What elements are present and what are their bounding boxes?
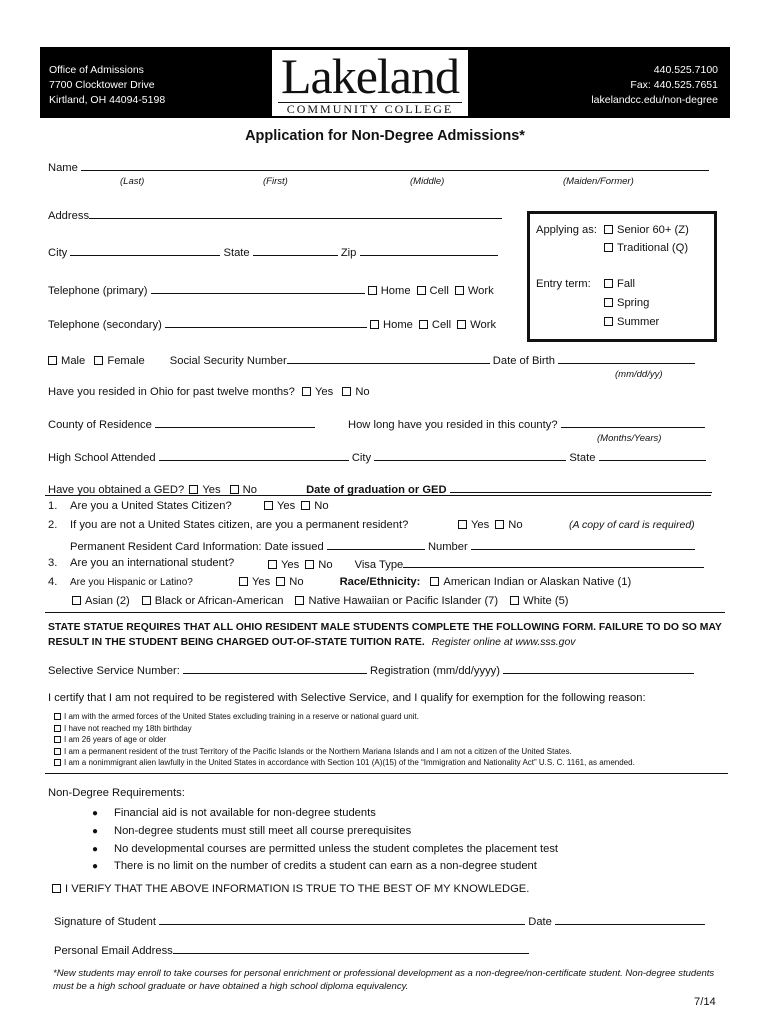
county-duration-field[interactable] [561,417,705,428]
checkbox[interactable] [604,279,613,288]
visa-type-label: Visa Type [354,559,404,571]
card-number-label: Number [427,541,468,553]
phone-secondary-home-option[interactable]: Home [370,319,413,331]
resident-card-note: (A copy of card is required) [569,519,695,531]
phone-secondary-field[interactable] [165,317,367,328]
resident-no-option[interactable]: No [495,519,522,531]
list-item: ● Non-degree students must still meet all course prerequisites [92,823,558,841]
footnote: *New students may enroll to take courses for personal enrichment or professional development as a non-degree/non-certificate student. Non-degree students must be a high school graduate or have obtained a high school diploma equivalency. [53,968,715,992]
exemption-option-trust-territory[interactable]: I am a permanent resident of the trust Territory of the Pacific Islands or the Northern Mariana Islands and I am not a citizen of the United States. [54,746,635,758]
address-row [48,208,502,222]
signature-row [54,914,705,928]
race-white-option[interactable]: White (5) [510,595,568,607]
office-address [49,63,165,108]
city-field[interactable] [70,245,220,256]
ged-question: Have you obtained a GED? [48,484,185,496]
divider [45,495,711,496]
checkbox[interactable] [604,317,613,326]
entry-fall-option[interactable]: Fall [604,278,635,290]
name-row [48,160,709,174]
name-first-hint: (First) [263,176,288,187]
resident-options [458,519,529,531]
checkbox[interactable] [142,596,151,605]
phone-secondary-row [48,317,502,331]
address-line: Office of Admissions [49,64,144,76]
phone-secondary-label: Telephone (secondary) [48,319,162,331]
logo-subtitle: COMMUNITY COLLEGE [278,102,462,116]
signature-date-label: Date [528,916,552,928]
logo-word: Lakeland [280,48,459,104]
resident-card-row [70,539,695,553]
checkbox[interactable] [239,577,248,586]
checkbox[interactable] [305,560,314,569]
fax-number: Fax: 440.525.7651 [630,79,718,91]
checkbox[interactable] [457,320,466,329]
email-field[interactable] [173,943,529,954]
registration-date-field[interactable] [503,663,694,674]
checkbox[interactable] [342,387,351,396]
name-middle-hint: (Middle) [410,176,445,187]
address-line: 7700 Clocktower Drive [49,79,155,91]
bullet-icon: ● [92,825,99,837]
phone-secondary-work-option[interactable]: Work [457,319,496,331]
email-label: Personal Email Address [54,945,173,957]
international-no-option[interactable]: No [305,559,332,571]
checkbox[interactable] [430,577,439,586]
checkbox[interactable] [510,596,519,605]
website-link[interactable]: lakelandcc.edu/non-degree [591,94,718,106]
checkbox[interactable] [264,501,273,510]
state-field[interactable] [253,245,338,256]
bullet-icon: ● [92,843,99,855]
high-school-row [48,450,706,464]
applying-entry-box [527,211,717,342]
checkbox[interactable] [370,320,379,329]
bullet-icon: ● [92,861,99,873]
gender-male-option[interactable]: Male [48,355,85,367]
graduation-date-label: Date of graduation or GED [306,484,447,496]
list-item: ● There is no limit on the number of credits a student can earn as a non-degree student [92,858,558,876]
page-number: 7/14 [694,996,716,1008]
checkbox[interactable] [54,748,61,755]
exemption-option-under-18[interactable]: I have not reached my 18th birthday [54,723,635,735]
exemption-option-26-or-older[interactable]: I am 26 years of age or older [54,734,635,746]
lakeland-logo [272,50,468,116]
verify-statement: I VERIFY THAT THE ABOVE INFORMATION IS TRUE TO THE BEST OF MY KNOWLEDGE. [65,883,530,895]
exemption-option-nonimmigrant[interactable]: I am a nonimmigrant alien lawfully in the United States in accordance with Section 101 (A)(15) of the “Immigration and Nationality Act” U.S. C. 1161, as amended. [54,757,635,769]
phone-primary-cell-option[interactable]: Cell [417,285,449,297]
checkbox[interactable] [54,713,61,720]
checkbox[interactable] [604,225,613,234]
card-date-label: Permanent Resident Card Information: Date issued [70,541,324,553]
registration-date-label: Registration (mm/dd/yyyy) [370,665,500,677]
race-options-row [72,595,575,607]
race-black-option[interactable]: Black or African-American [142,595,284,607]
hispanic-yes-option[interactable]: Yes [239,576,270,588]
ohio-residence-row [48,386,376,398]
verify-checkbox-row[interactable] [52,883,529,895]
county-duration-label: How long have you resided in this county? [348,419,558,431]
county-duration-row [348,417,705,431]
name-last-hint: (Last) [120,176,145,187]
county-field[interactable] [155,417,315,428]
applying-as-label: Applying as: [536,224,597,236]
checkbox[interactable] [52,884,61,893]
visa-type-field[interactable] [403,557,704,568]
selective-number-field[interactable] [183,663,367,674]
dob-field[interactable] [558,353,695,364]
dob-label: Date of Birth [492,355,555,367]
checkbox[interactable] [295,596,304,605]
checkbox[interactable] [54,736,61,743]
checkbox[interactable] [189,485,198,494]
list-item: ● Financial aid is not available for non-degree students [92,805,558,823]
citizen-options [264,500,335,512]
exemption-option-armed-forces[interactable]: I am with the armed forces of the United States excluding training in a reserve or national guard unit. [54,711,635,723]
county-label: County of Residence [48,419,152,431]
gender-ssn-row [48,353,695,367]
list-item: ● No developmental courses are permitted unless the student completes the placement test [92,841,558,859]
header-banner [40,47,730,118]
signature-date-field[interactable] [555,914,705,925]
requirements-heading: Non-Degree Requirements: [48,787,185,799]
name-field[interactable] [81,160,709,171]
citizen-no-option[interactable]: No [301,500,328,512]
ohio-no-option[interactable]: No [342,386,369,398]
zip-field[interactable] [360,245,498,256]
checkbox[interactable] [302,387,311,396]
applying-traditional-option[interactable]: Traditional (Q) [604,242,688,254]
phone-primary-field[interactable] [151,283,365,294]
exemption-list [54,711,635,769]
checkbox[interactable] [455,286,464,295]
form-title: Application for Non-Degree Admissions* [245,128,525,144]
dob-hint: (mm/dd/yy) [615,369,663,380]
checkbox[interactable] [54,759,61,766]
city-row [48,245,498,259]
certify-statement: I certify that I am not required to be registered with Selective Service, and I qualify for exemption for the following reason: [48,692,646,704]
checkbox[interactable] [72,596,81,605]
checkbox[interactable] [230,485,239,494]
checkbox[interactable] [604,298,613,307]
entry-summer-option[interactable]: Summer [604,316,659,328]
checkbox[interactable] [495,520,504,529]
ssn-field[interactable] [287,353,490,364]
high-school-city-field[interactable] [374,450,566,461]
address-line: Kirtland, OH 44094-5198 [49,94,166,106]
state-label: State [223,247,250,259]
email-row [54,943,529,957]
phone-primary-home-option[interactable]: Home [368,285,411,297]
card-date-field[interactable] [327,539,425,550]
city-label: City [48,247,68,259]
selective-service-row [48,663,694,677]
address-field[interactable] [89,208,502,219]
checkbox[interactable] [417,286,426,295]
checkbox[interactable] [94,356,103,365]
divider [45,773,728,774]
address-label: Address [48,210,90,222]
question-permanent-resident: 2. If you are not a United States citizen, are you a permanent resident? [48,519,409,531]
county-row [48,417,315,431]
gender-female-option[interactable]: Female [94,355,144,367]
checkbox[interactable] [419,320,428,329]
entry-term-label: Entry term: [536,278,591,290]
requirements-list [92,805,558,876]
race-asian-option[interactable]: Asian (2) [72,595,130,607]
high-school-label: High School Attended [48,452,156,464]
signature-field[interactable] [159,914,525,925]
resident-yes-option[interactable]: Yes [458,519,489,531]
checkbox[interactable] [54,725,61,732]
zip-label: Zip [340,247,357,259]
phone-primary-label: Telephone (primary) [48,285,148,297]
high-school-state-field[interactable] [599,450,706,461]
ssn-label: Social Security Number [169,355,287,367]
entry-spring-option[interactable]: Spring [604,297,649,309]
race-american-indian-option[interactable]: American Indian or Alaskan Native (1) [430,576,631,588]
selective-number-label: Selective Service Number: [48,665,180,677]
ohio-question: Have you resided in Ohio for past twelve months? [48,386,295,398]
statute-line-1: STATE STATUE REQUIRES THAT ALL OHIO RESIDENT MALE STUDENTS COMPLETE THE FOLLOWING FORM. FAILURE TO DO SO MAY [48,622,722,633]
phone-primary-work-option[interactable]: Work [455,285,494,297]
checkbox[interactable] [458,520,467,529]
checkbox[interactable] [276,577,285,586]
phone-number: 440.525.7100 [653,64,718,76]
race-label: Race/Ethnicity: [339,576,421,588]
checkbox[interactable] [48,356,57,365]
contact-info [591,63,718,108]
statute-line-2: RESULT IN THE STUDENT BEING CHARGED OUT-OF-STATE TUITION RATE. Register online at www.sss.gov [48,637,576,648]
phone-primary-row [48,283,500,297]
question-hispanic: 4. Are you Hispanic or Latino? [48,576,193,588]
name-label: Name [48,162,78,174]
card-number-field[interactable] [471,539,695,550]
checkbox[interactable] [604,243,613,252]
county-duration-hint: (Months/Years) [597,433,662,444]
high-school-field[interactable] [159,450,349,461]
international-yes-option[interactable]: Yes [268,559,299,571]
high-school-city-label: City [351,452,372,464]
register-online-text: Register online at www.sss.gov [431,637,576,648]
signature-label: Signature of Student [54,916,157,928]
checkbox[interactable] [368,286,377,295]
bullet-icon: ● [92,808,99,819]
high-school-state-label: State [569,452,596,464]
race-hawaiian-option[interactable]: Native Hawaiian or Pacific Islander (7) [295,595,498,607]
hispanic-no-option[interactable]: No [276,576,303,588]
applying-senior-option[interactable]: Senior 60+ (Z) [604,224,689,236]
ged-yes-option[interactable]: Yes [189,484,220,496]
question-citizen: 1. Are you a United States Citizen? [48,500,232,512]
phone-secondary-cell-option[interactable]: Cell [419,319,451,331]
graduation-date-field[interactable] [450,482,712,493]
question-international: 3. Are you an international student? [48,557,235,569]
ged-no-option[interactable]: No [230,484,257,496]
citizen-yes-option[interactable]: Yes [264,500,295,512]
divider [45,612,725,613]
international-options [268,557,704,571]
name-maiden-hint: (Maiden/Former) [563,176,634,187]
checkbox[interactable] [268,560,277,569]
ohio-yes-option[interactable]: Yes [302,386,333,398]
checkbox[interactable] [301,501,310,510]
ged-row [48,482,712,496]
hispanic-options [239,576,637,588]
